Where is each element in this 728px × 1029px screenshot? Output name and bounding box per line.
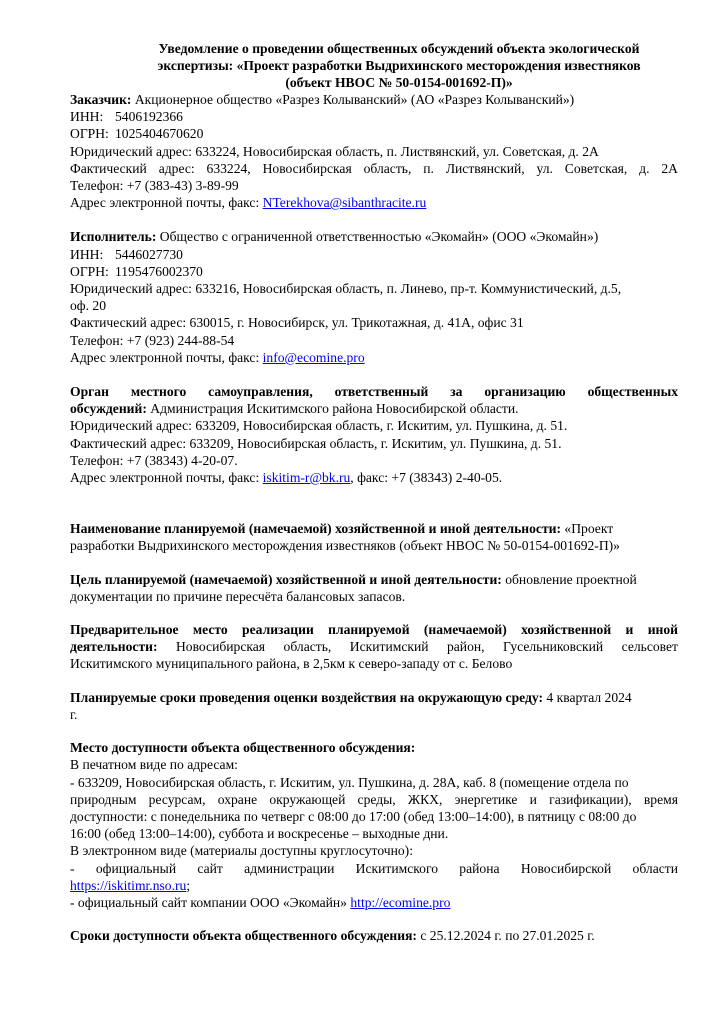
authority-heading: [70, 383, 678, 400]
customer-email-link[interactable]: NTerekhova@sibanthracite.ru: [262, 195, 427, 211]
authority-email-link[interactable]: iskitim-r@bk.ru: [262, 470, 351, 486]
site-1-text: - официальный сайт администрации Искитимского района Новосибирской области: [70, 860, 678, 876]
assessment-heading: [70, 689, 678, 706]
customer-phone: Телефон: +7 (383-43) 3-89-99: [70, 178, 239, 194]
email-label: Адрес электронной почты, факс:: [70, 470, 263, 486]
ogrn-label: ОГРН:: [70, 263, 109, 279]
location-heading-text: Предварительное место реализации планируемой (намечаемой) хозяйственной и иной: [70, 622, 678, 638]
site-2-link[interactable]: http://ecomine.pro: [350, 894, 451, 910]
customer-inn: [70, 108, 678, 125]
activity-name-heading: [70, 520, 678, 537]
executor-actual-address: Фактический адрес: 630015, г. Новосибирск, ул. Трикотажная, д. 41А, офис 31: [70, 315, 524, 331]
address-line: доступности: с понедельника по четверг с 08:00 до 17:00 (обед 13:00–14:00), в пятницу с 08:00 до: [70, 808, 637, 824]
assessment-cont: г.: [70, 706, 78, 722]
executor-email-link[interactable]: info@ecomine.pro: [262, 349, 365, 365]
assessment-text: 4 квартал 2024: [543, 689, 632, 705]
title-line: (объект НВОС № 50-0154-001692-П)»: [285, 75, 513, 90]
executor-heading: Исполнитель:: [70, 229, 157, 245]
document-page: [70, 40, 678, 944]
authority-heading-end: обсуждений:: [70, 401, 147, 417]
location-text: [70, 638, 678, 655]
title-line: Уведомление о проведении общественных обсуждений объекта экологической: [158, 41, 640, 56]
customer-heading: Заказчик:: [70, 92, 132, 107]
customer-email: [70, 194, 678, 211]
authority-actual-address: Фактический адрес: 633209, Новосибирская область, г. Искитим, ул. Пушкина, д. 51.: [70, 435, 562, 451]
executor-name-text: Общество с ограниченной ответственностью «Экомайн» (ООО «Экомайн»): [156, 229, 599, 245]
activity-name-text: «Проект: [561, 521, 614, 537]
address-line: - 633209, Новосибирская область, г. Искитим, ул. Пушкина, д. 28А, каб. 8 (помещение отдела по: [70, 774, 629, 790]
authority-fax: , факс: +7 (38343) 2-40-05.: [350, 470, 503, 486]
ogrn-value: 1195476002370: [115, 263, 203, 279]
customer-ogrn: [70, 125, 678, 142]
availability-period-label: Сроки доступности объекта общественного обсуждения:: [70, 928, 417, 944]
activity-goal-text: обновление проектной: [501, 571, 637, 587]
customer-name: [70, 91, 678, 108]
location-heading-end: деятельности:: [70, 639, 158, 655]
location-heading: [70, 621, 678, 638]
ogrn-label: ОГРН:: [70, 126, 109, 142]
availability-period: [70, 927, 678, 944]
executor-legal-address: Юридический адрес: 633216, Новосибирская область, п. Линево, пр-т. Коммунистический, д.5,: [70, 281, 622, 297]
site-1: [70, 877, 678, 894]
site-1-link[interactable]: https://iskitimr.nso.ru: [70, 877, 187, 893]
customer-name-text: Акционерное общество «Разрез Колыванский» (АО «Разрез Колыванский»): [131, 92, 575, 107]
availability-period-text: с 25.12.2024 г. по 27.01.2025 г.: [416, 928, 595, 944]
email-label: Адрес электронной почты, факс:: [70, 195, 263, 211]
title-line: экспертизы: «Проект разработки Выдрихинского месторождения известняков: [157, 58, 641, 73]
executor-inn: [70, 246, 678, 263]
customer-actual-address: Фактический адрес: 633224, Новосибирская область, п. Листвянский, ул. Советская, д. 2А: [70, 160, 678, 176]
ogrn-value: 1025404670620: [115, 126, 204, 142]
inn-value: 5406192366: [115, 109, 183, 125]
executor-name: [70, 228, 678, 245]
activity-goal-cont: документации по причине пересчёта балансовых запасов.: [70, 588, 406, 604]
authority-legal-address: Юридический адрес: 633209, Новосибирская область, г. Искитим, ул. Пушкина, д. 51.: [70, 418, 568, 434]
inn-label: ИНН:: [70, 109, 104, 125]
inn-label: ИНН:: [70, 246, 104, 262]
customer-legal-address: Юридический адрес: 633224, Новосибирская область, п. Листвянский, ул. Советская, д. 2А: [70, 143, 599, 159]
activity-name-cont: разработки Выдрихинского месторождения известняков (объект НВОС № 50-0154-001692-П)»: [70, 538, 620, 554]
printed-intro: В печатном виде по адресам:: [70, 757, 238, 773]
executor-legal-address-cont: оф. 20: [70, 298, 106, 314]
availability-place-label: Место доступности объекта общественного обсуждения:: [70, 740, 416, 756]
address-line: природным ресурсам, охране окружающей среды, ЖКХ, энергетике и газификации), время: [70, 791, 678, 807]
site-2-text: - официальный сайт компании ООО «Экомайн»: [70, 894, 351, 910]
authority-email: [70, 469, 678, 486]
activity-goal-heading: [70, 571, 678, 588]
site-2: [70, 894, 678, 911]
availability-place-heading: [70, 739, 678, 756]
assessment-label: Планируемые сроки проведения оценки воздействия на окружающую среду:: [70, 689, 544, 705]
activity-goal-label: Цель планируемой (намечаемой) хозяйственной и иной деятельности:: [70, 571, 502, 587]
electronic-intro: В электронном виде (материалы доступны круглосуточно):: [70, 843, 413, 859]
site-1-suffix: ;: [186, 877, 191, 893]
location-cont: Искитимского муниципального района, в 2,5км к северо-западу от с. Белово: [70, 656, 513, 672]
authority-name: [70, 400, 678, 417]
executor-phone: Телефон: +7 (923) 244-88-54: [70, 332, 235, 348]
address-line: 16:00 (обед 13:00–14:00), суббота и воскресенье – выходные дни.: [70, 826, 449, 842]
notice-title: [100, 40, 698, 91]
authority-name-text: Администрация Искитимского района Новосибирской области.: [146, 401, 519, 417]
authority-phone: Телефон: +7 (38343) 4-20-07.: [70, 452, 238, 468]
executor-email: [70, 349, 678, 366]
email-label: Адрес электронной почты, факс:: [70, 349, 263, 365]
inn-value: 5446027730: [115, 246, 183, 262]
executor-ogrn: [70, 263, 678, 280]
authority-heading-text: Орган местного самоуправления, ответственный за организацию общественных: [70, 384, 678, 400]
location-text-part: Новосибирская область, Искитимский район, Гусельниковский сельсовет: [157, 639, 678, 655]
activity-name-label: Наименование планируемой (намечаемой) хозяйственной и иной деятельности:: [70, 521, 562, 537]
